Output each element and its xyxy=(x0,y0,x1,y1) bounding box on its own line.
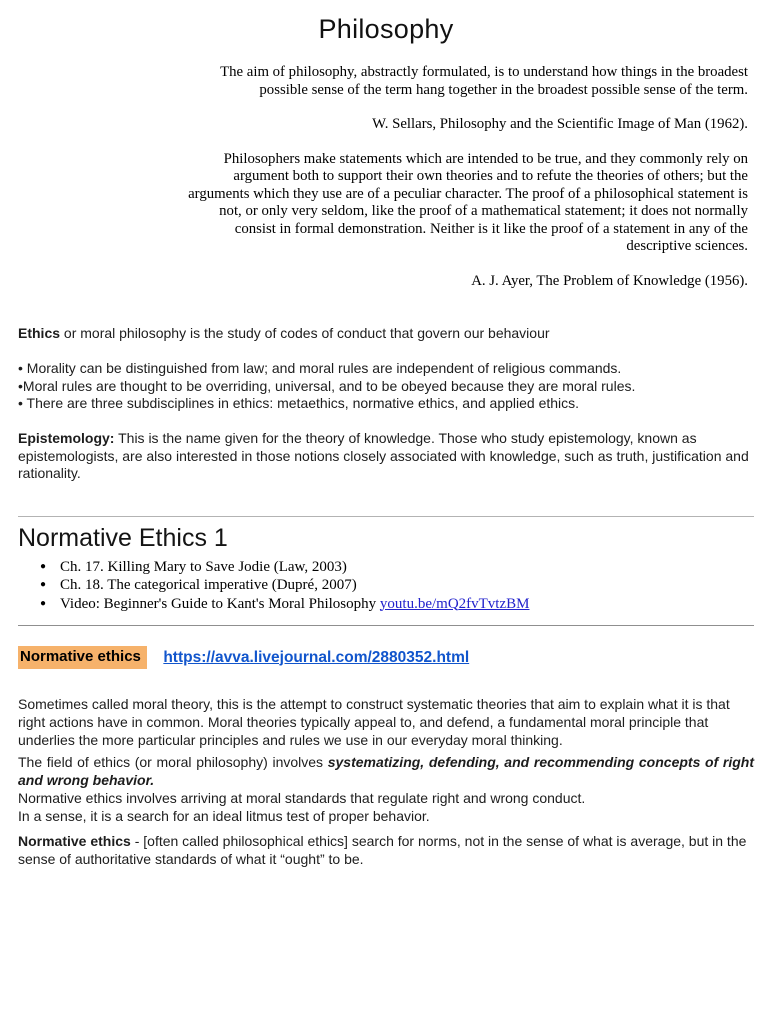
epigraph-block xyxy=(178,64,748,290)
ethics-bullet-2: •Moral rules are thought to be overriding, universal, and to be obeyed because they are moral rules. xyxy=(18,377,636,394)
list-item: ● Ch. 17. Killing Mary to Save Jodie (Law, 2003) xyxy=(40,558,347,575)
normative-line-3: In a sense, it is a search for an ideal litmus test of proper behavior. xyxy=(18,808,430,824)
epistemology-definition: Epistemology: This is the name given for the theory of knowledge. Those who study epistemology, known as epistemologists, are also interested in those notions closely associated with knowledge, such as truth, justification and rationality. xyxy=(18,430,749,481)
quote-sellars: The aim of philosophy, abstractly formulated, is to understand how things in the broadest possible sense of the term hang together in the broadest possible sense of the term. xyxy=(220,64,748,98)
ethics-bullet-1: • Morality can be distinguished from law; and moral rules are independent of religious commands. xyxy=(18,360,622,376)
section-divider-bottom xyxy=(18,625,754,626)
quote-ayer-attribution: A. J. Ayer, The Problem of Knowledge (1956). xyxy=(471,272,748,289)
normative-ethics-term: Normative ethics xyxy=(18,833,131,849)
page-title: Philosophy xyxy=(318,14,454,44)
section-heading: Normative Ethics 1 xyxy=(18,523,228,552)
reading-list xyxy=(18,558,754,614)
epistemology-term: Epistemology: xyxy=(18,430,115,446)
list-item: ● Video: Beginner's Guide to Kant's Moral Philosophy youtu.be/mQ2fvTvtzBM xyxy=(40,595,530,612)
normative-header xyxy=(18,646,754,670)
bullet-icon: ● xyxy=(40,579,47,590)
normative-para-1: Sometimes called moral theory, this is the attempt to construct systematic theories that aim to explain what it is that right actions have in common. Moral theories typically appeal to, and defend, a fundamental moral principle that underlies the more particular principles and rules we use in our everyday moral thinking. xyxy=(18,696,730,748)
ethics-bullet-3: • There are three subdisciplines in ethics: metaethics, normative ethics, and applied ethics. xyxy=(18,395,580,411)
ethics-bullet-list xyxy=(18,360,754,413)
livejournal-link[interactable]: https://avva.livejournal.com/2880352.html xyxy=(163,648,470,666)
normative-para-3: Normative ethics - [often called philosophical ethics] search for norms, not in the sense of what is average, but in the sense of authoritative standards of what it “ought” to be. xyxy=(18,833,747,867)
section-divider-top xyxy=(18,516,754,517)
quote-ayer: Philosophers make statements which are intended to be true, and they commonly rely on argument both to support their own theories and to refute the theories of others; but the arguments which they use are of a peculiar character. The proof of a philosophical statement is not, or only very seldom, like the proof of a mathematical statement; it does not normally consist in formal demonstration. Neither is it like the proof of a statement in any of the descriptive sciences. xyxy=(188,150,748,254)
video-link[interactable]: youtu.be/mQ2fvTvtzBM xyxy=(379,595,530,612)
normative-para-2: The field of ethics (or moral philosophy) involves systematizing, defending, and recommending concepts of right and wrong behavior. Normative ethics involves arriving at moral standards that regulate right and wrong conduct. In a sense, it is a search for an ideal litmus test of proper behavior. xyxy=(18,754,755,824)
list-item: ● Ch. 18. The categorical imperative (Dupré, 2007) xyxy=(40,577,357,593)
normative-ethics-heading: Normative ethics xyxy=(18,646,147,669)
bullet-icon: ● xyxy=(40,597,47,609)
intro-section xyxy=(18,325,754,483)
emphasis-phrase: systematizing, defending, and recommending concepts of right and wrong behavior. xyxy=(18,754,755,788)
bullet-icon: ● xyxy=(40,560,47,572)
ethics-definition: Ethics or moral philosophy is the study of codes of conduct that govern our behaviour xyxy=(18,325,550,341)
normative-line-2: Normative ethics involves arriving at moral standards that regulate right and wrong conduct. xyxy=(18,790,586,806)
quote-sellars-attribution: W. Sellars, Philosophy and the Scientific Image of Man (1962). xyxy=(372,116,748,132)
ethics-term: Ethics xyxy=(18,325,61,341)
